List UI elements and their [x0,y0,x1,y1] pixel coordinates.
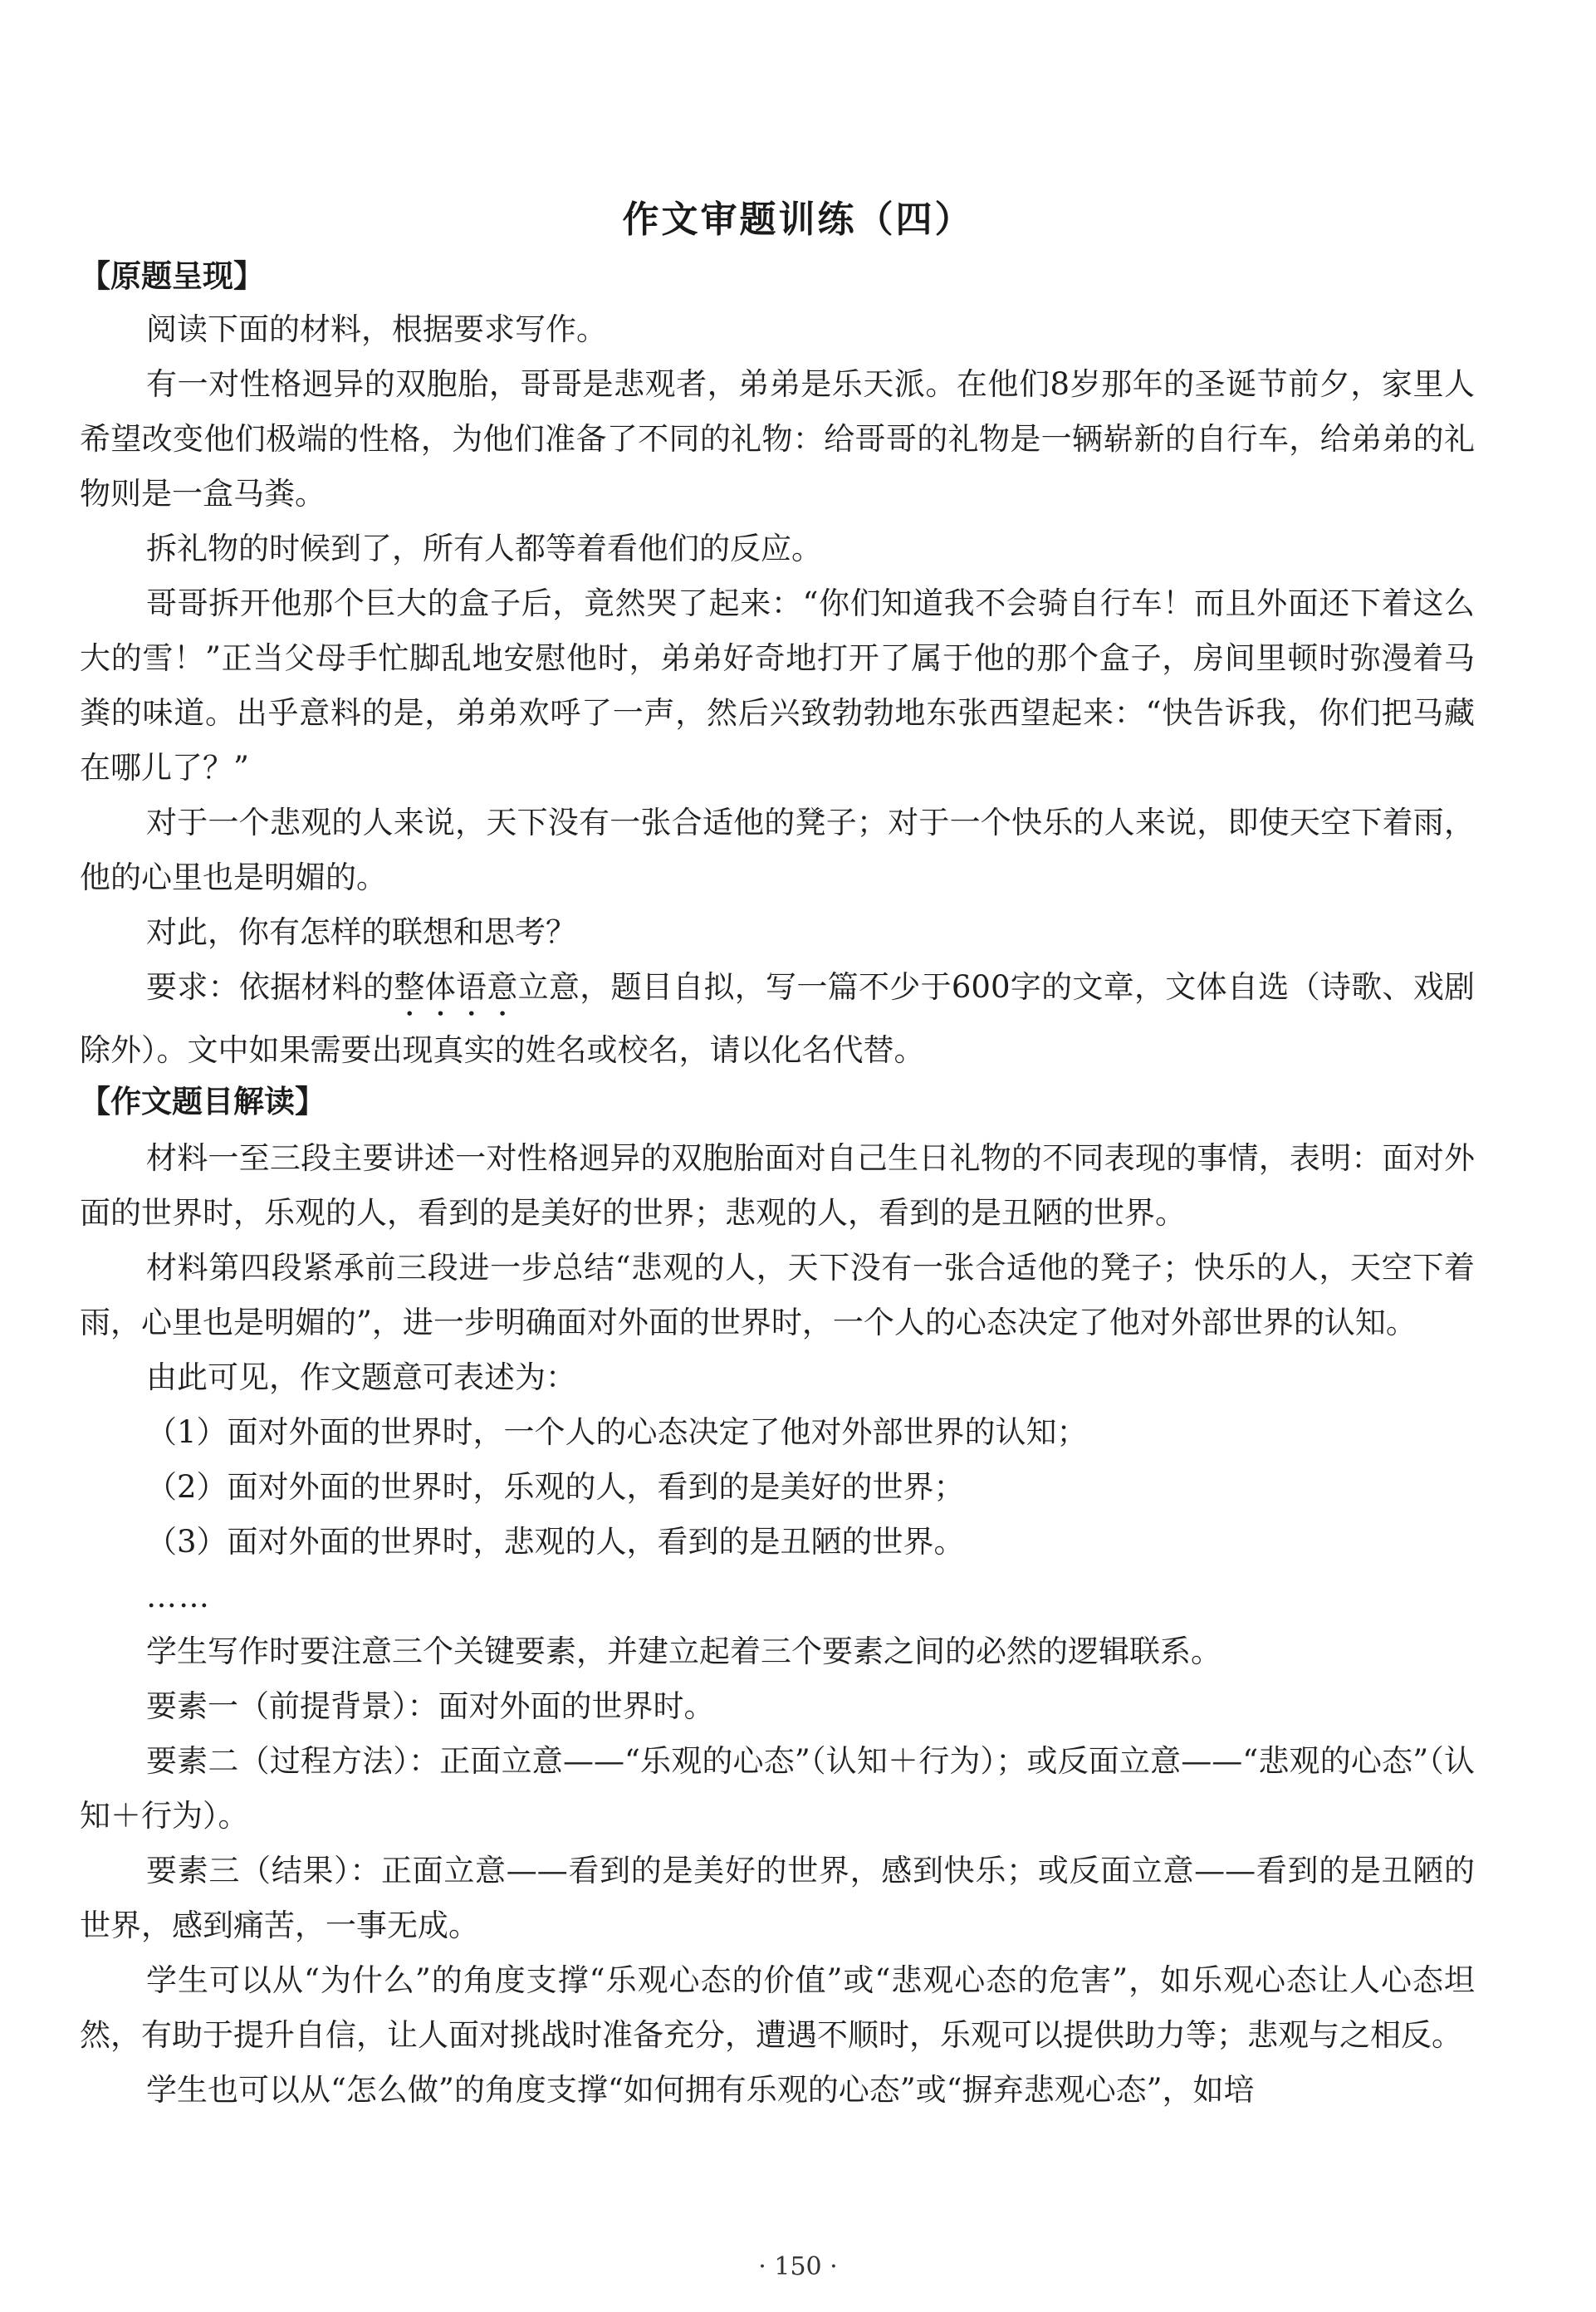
section-original-body [80,302,1475,1078]
paragraph-story-1: 有一对性格迥异的双胞胎，哥哥是悲观者，弟弟是乐天派。在他们8岁那年的圣诞节前夕，家里人希望改变他们极端的性格，为他们准备了不同的礼物：给哥哥的礼物是一辆崭新的自行车，给弟弟的礼物则是一盒马粪。 [80,366,1475,512]
section-analysis-body [80,1131,1475,2118]
section-heading-analysis: 【作文题目解读】 [80,1084,326,1119]
analysis-list-item-2: （2）面对外面的世界时，乐观的人，看到的是美好的世界； [146,1469,965,1505]
analysis-element-1: 要素一（前提背景）：面对外面的世界时。 [146,1688,715,1724]
analysis-paragraph-why: 学生可以从“为什么”的角度支撑“乐观心态的价值”或“悲观心态的危害”，如乐观心态让人心态坦然，有助于提升自信，让人面对挑战时准备充分，遭遇不顺时，乐观可以提供助力等；悲观与之相反。 [80,1962,1475,2053]
analysis-element-3: 要素三（结果）：正面立意——看到的是美好的世界，感到快乐；或反面立意——看到的是丑陋的世界，感到痛苦，一事无成。 [80,1853,1475,1943]
analysis-paragraph-2: 材料第四段紧承前三段进一步总结“悲观的人，天下没有一张合适他的凳子；快乐的人，天空下着雨，心里也是明媚的”，进一步明确面对外面的世界时，一个人的心态决定了他对外部世界的认知。 [80,1250,1475,1340]
page-title: 作文审题训练（四） [622,198,974,241]
analysis-paragraph-how: 学生也可以从“怎么做”的角度支撑“如何拥有乐观的心态”或“摒弃悲观心态”，如培 [146,2072,1255,2108]
analysis-element-2: 要素二（过程方法）：正面立意——“乐观的心态”（认知＋行为）；或反面立意——“悲观的心态”（认知＋行为）。 [80,1743,1475,1834]
analysis-paragraph-4: 学生写作时要注意三个关键要素，并建立起着三个要素之间的必然的逻辑联系。 [146,1634,1221,1669]
paragraph-requirement [80,960,1475,1078]
analysis-paragraph-1: 材料一至三段主要讲述一对性格迥异的双胞胎面对自己生日礼物的不同表现的事情，表明：面对外面的世界时，乐观的人，看到的是美好的世界；悲观的人，看到的是丑陋的世界。 [80,1140,1475,1231]
analysis-list-item-3: （3）面对外面的世界时，悲观的人，看到的是丑陋的世界。 [146,1524,965,1560]
section-heading-original: 【原题呈现】 [80,258,264,294]
requirement-emphasis: 整体语意 [394,969,518,1005]
paragraph-question: 对此，你有怎样的联想和思考？ [146,914,576,950]
page-number: · 150 · [758,2252,838,2281]
paragraph-intro: 阅读下面的材料，根据要求写作。 [146,311,607,347]
requirement-prefix: 要求：依据材料的 [146,969,394,1005]
analysis-paragraph-3: 由此可见，作文题意可表述为： [146,1359,576,1395]
analysis-list-item-1: （1）面对外面的世界时，一个人的心态决定了他对外部世界的认知； [146,1414,1088,1450]
analysis-ellipsis: …… [146,1579,211,1614]
paragraph-story-2: 拆礼物的时候到了，所有人都等着看他们的反应。 [146,531,822,566]
paragraph-story-4: 对于一个悲观的人来说，天下没有一张合适他的凳子；对于一个快乐的人来说，即使天空下着雨，他的心里也是明媚的。 [80,805,1475,895]
paragraph-story-3: 哥哥拆开他那个巨大的盒子后，竟然哭了起来：“你们知道我不会骑自行车！而且外面还下着这么大的雪！”正当父母手忙脚乱地安慰他时，弟弟好奇地打开了属于他的那个盒子，房间里顿时弥漫着马粪的味道。出乎意料的是，弟弟欢呼了一声，然后兴致勃勃地东张西望起来：“快告诉我，你们把马藏在哪儿了？” [80,585,1475,786]
requirement-suffix: 立意，题目自拟，写一篇不少于600字的文章，文体自选（诗歌、戏剧除外）。文中如果需要出现真实的姓名或校名，请以化名代替。 [80,969,1476,1068]
